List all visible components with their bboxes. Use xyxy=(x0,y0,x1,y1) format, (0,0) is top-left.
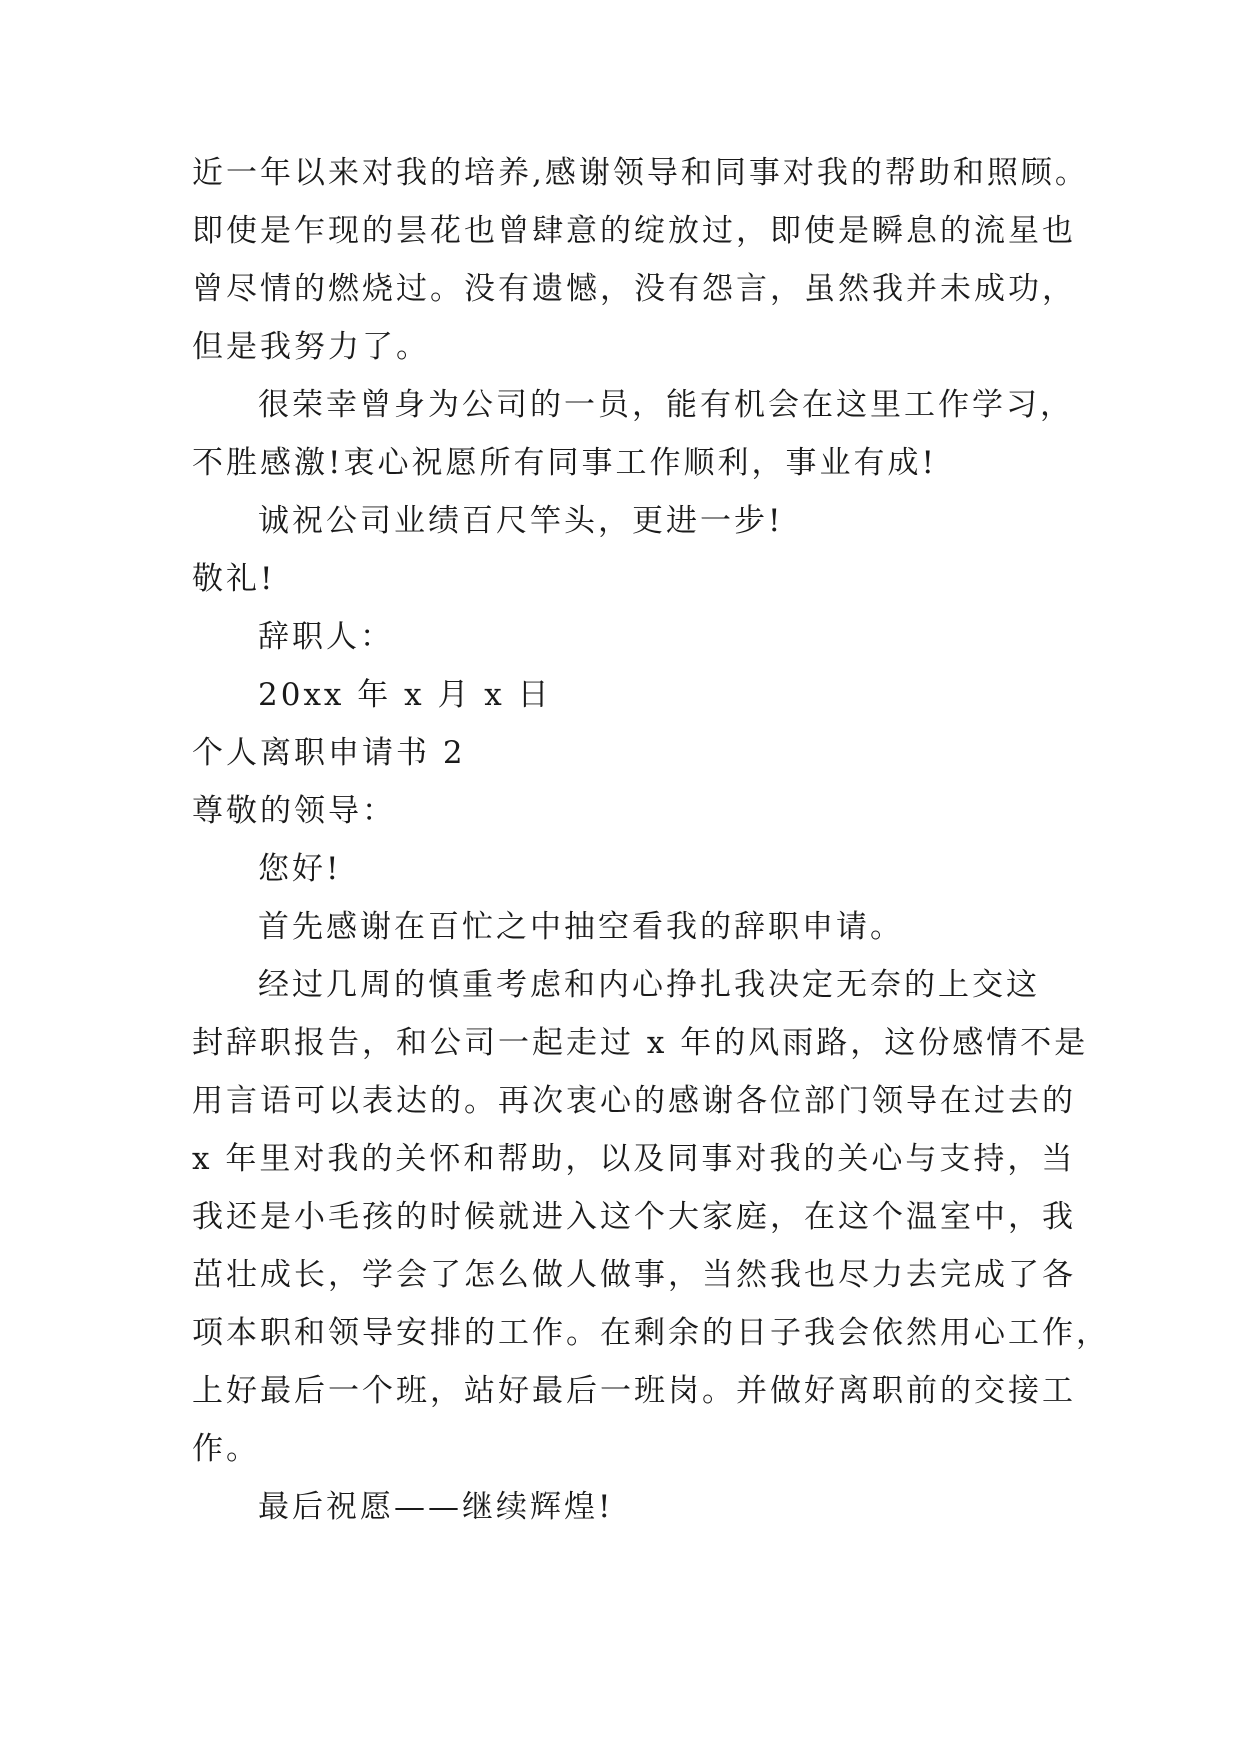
paragraph-line: 最后祝愿——继续辉煌! xyxy=(258,1489,614,1525)
paragraph-line: 即使是乍现的昙花也曾肆意的绽放过，即使是瞬息的流星也 xyxy=(192,213,1076,249)
section-title: 个人离职申请书 2 xyxy=(192,735,466,771)
paragraph-line: 诚祝公司业绩百尺竿头，更进一步! xyxy=(258,503,784,539)
greeting: 您好! xyxy=(258,851,342,887)
paragraph-line: 我还是小毛孩的时候就进入这个大家庭，在这个温室中，我 xyxy=(192,1199,1076,1235)
paragraph-line: 很荣幸曾身为公司的一员，能有机会在这里工作学习， xyxy=(258,387,1074,423)
signature-date: 20xx 年 x 月 x 日 xyxy=(258,677,552,713)
signature-label: 辞职人： xyxy=(258,619,394,655)
paragraph-line: x 年里对我的关怀和帮助，以及同事对我的关心与支持，当 xyxy=(192,1141,1076,1177)
closing-salutation: 敬礼! xyxy=(192,561,276,597)
paragraph-line: 作。 xyxy=(192,1431,260,1467)
paragraph-line: 项本职和领导安排的工作。在剩余的日子我会依然用心工作， xyxy=(192,1315,1110,1351)
paragraph-line: 经过几周的慎重考虑和内心挣扎我决定无奈的上交这 xyxy=(258,967,1040,1003)
paragraph-line: 但是我努力了。 xyxy=(192,329,430,365)
paragraph-line: 茁壮成长，学会了怎么做人做事，当然我也尽力去完成了各 xyxy=(192,1257,1076,1293)
paragraph-line: 近一年以来对我的培养,感谢领导和同事对我的帮助和照顾。 xyxy=(192,155,1089,191)
paragraph-line: 曾尽情的燃烧过。没有遗憾，没有怨言，虽然我并未成功， xyxy=(192,271,1076,307)
salutation: 尊敬的领导： xyxy=(192,793,396,829)
paragraph-line: 用言语可以表达的。再次衷心的感谢各位部门领导在过去的 xyxy=(192,1083,1076,1119)
paragraph-line: 不胜感激!衷心祝愿所有同事工作顺利，事业有成! xyxy=(192,445,937,481)
paragraph-line: 首先感谢在百忙之中抽空看我的辞职申请。 xyxy=(258,909,904,945)
paragraph-line: 封辞职报告，和公司一起走过 x 年的风雨路，这份感情不是 xyxy=(192,1025,1089,1061)
paragraph-line: 上好最后一个班，站好最后一班岗。并做好离职前的交接工 xyxy=(192,1373,1076,1409)
